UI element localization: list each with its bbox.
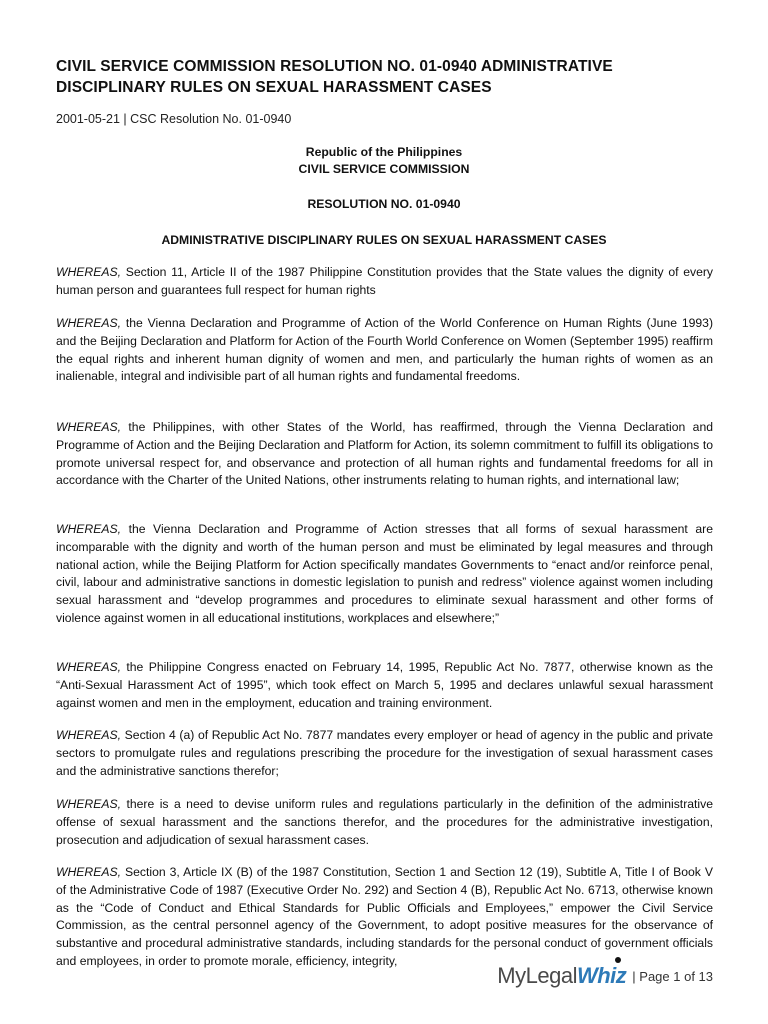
paragraph-text: Section 4 (a) of Republic Act No. 7877 mandates every employer or head of agency in the public and private sectors to promulgate rules and regulations prescribing the procedure for the investigation of sexual harassment cases and the administrative sanctions therefor; <box>56 728 713 778</box>
document-title: CIVIL SERVICE COMMISSION RESOLUTION NO. 01-0940 ADMINISTRATIVE DISCIPLINARY RULES ON SEXUAL HARASSMENT CASES <box>56 58 613 96</box>
paragraph-lead: WHEREAS, <box>56 265 122 279</box>
paragraph-text: the Vienna Declaration and Programme of Action of the World Conference on Human Rights (June 1993) and the Beijing Declaration and Platform for Action of the Fourth World Conference on Women (September 1995) reaffirm the equal rights and inherent human dignity of women and men, and particularly the human rights of women as an inalienable, integral and indivisible part of all human rights and fundamental freedoms. <box>56 316 713 384</box>
logo-text-primary: MyLegal <box>497 963 577 988</box>
page-footer <box>493 962 713 990</box>
paragraph-lead: WHEREAS, <box>56 316 122 330</box>
heading-country: Republic of the Philippines <box>305 145 463 159</box>
whereas-paragraph <box>56 419 713 490</box>
paragraph-text: Section 3, Article IX (B) of the 1987 Constitution, Section 1 and Section 12 (19), Subtitle A, Title I of Book V of the Administrative Code of 1987 (Executive Order No. 292) and Section 4 (B), Republic Act No. 6713, otherwise known as the “Code of Conduct and Ethical Standards for Public Officials and Employees,” empower the Civil Service Commission, as the central personnel agency of the Government, to adopt positive measures for the observance of substantive and procedural administrative standards, including standards for the personal conduct of government officials and employees, in order to promote morale, efficiency, integrity, <box>56 865 713 968</box>
paragraph-lead: WHEREAS, <box>56 522 122 536</box>
resolution-title: ADMINISTRATIVE DISCIPLINARY RULES ON SEXUAL HARASSMENT CASES <box>161 233 607 247</box>
paragraph-lead: WHEREAS, <box>56 420 122 434</box>
paragraph-lead: WHEREAS, <box>56 797 122 811</box>
whereas-paragraph <box>56 264 713 300</box>
document-meta: 2001-05-21 | CSC Resolution No. 01-0940 <box>56 112 292 126</box>
paragraph-text: Section 11, Article II of the 1987 Philippine Constitution provides that the State values the dignity of every human person and guarantees full respect for human rights <box>56 265 713 297</box>
paragraph-lead: WHEREAS, <box>56 865 122 879</box>
paragraph-text: the Philippines, with other States of the World, has reaffirmed, through the Vienna Declaration and Programme of Action and the Beijing Declaration and Platform for Action, its solemn commitment to fulfill its obligations to promote universal respect for, and observance and protection of all human rights and fundamental freedoms for all in accordance with the Charter of the United Nations, other instruments relating to human rights, and international law; <box>56 420 713 488</box>
whereas-paragraph <box>56 864 713 971</box>
paragraph-text: there is a need to devise uniform rules and regulations particularly in the definition of the administrative offense of sexual harassment and the sanctions therefor, and the procedures for the administrative investigation, prosecution and adjudication of sexual harassment cases. <box>56 797 713 847</box>
paragraph-text: the Philippine Congress enacted on February 14, 1995, Republic Act No. 7877, otherwise known as the “Anti-Sexual Harassment Act of 1995”, which took effect on March 5, 1995 and declares unlawful sexual harassment against women and men in the employment, education and training environment. <box>56 660 713 710</box>
paragraph-lead: WHEREAS, <box>56 728 122 742</box>
whereas-paragraph <box>56 727 713 780</box>
resolution-number: RESOLUTION NO. 01-0940 <box>307 197 461 211</box>
whereas-paragraph <box>56 659 713 712</box>
page-indicator: | Page 1 of 13 <box>632 968 713 984</box>
logo-text-accent: Whiz <box>576 963 627 988</box>
mylegalwhiz-logo <box>497 963 626 989</box>
whereas-paragraph <box>56 796 713 849</box>
heading-agency: CIVIL SERVICE COMMISSION <box>298 162 470 176</box>
paragraph-lead: WHEREAS, <box>56 660 122 674</box>
paragraph-text: the Vienna Declaration and Programme of Action stresses that all forms of sexual harassment are incomparable with the dignity and worth of the human person and must be eliminated by legal measures and through national action, while the Beijing Platform for Action specifically mandates Governments to “enact and/or reinforce penal, civil, labour and administrative sanctions in domestic legislation to punish and redress” violence against women including sexual harassment and “develop programmes and procedures to eliminate sexual harassment and other forms of violence against women in all educational institutions, workplaces and elsewhere;” <box>56 522 713 625</box>
whereas-paragraph <box>56 315 713 386</box>
whereas-paragraph <box>56 521 713 628</box>
